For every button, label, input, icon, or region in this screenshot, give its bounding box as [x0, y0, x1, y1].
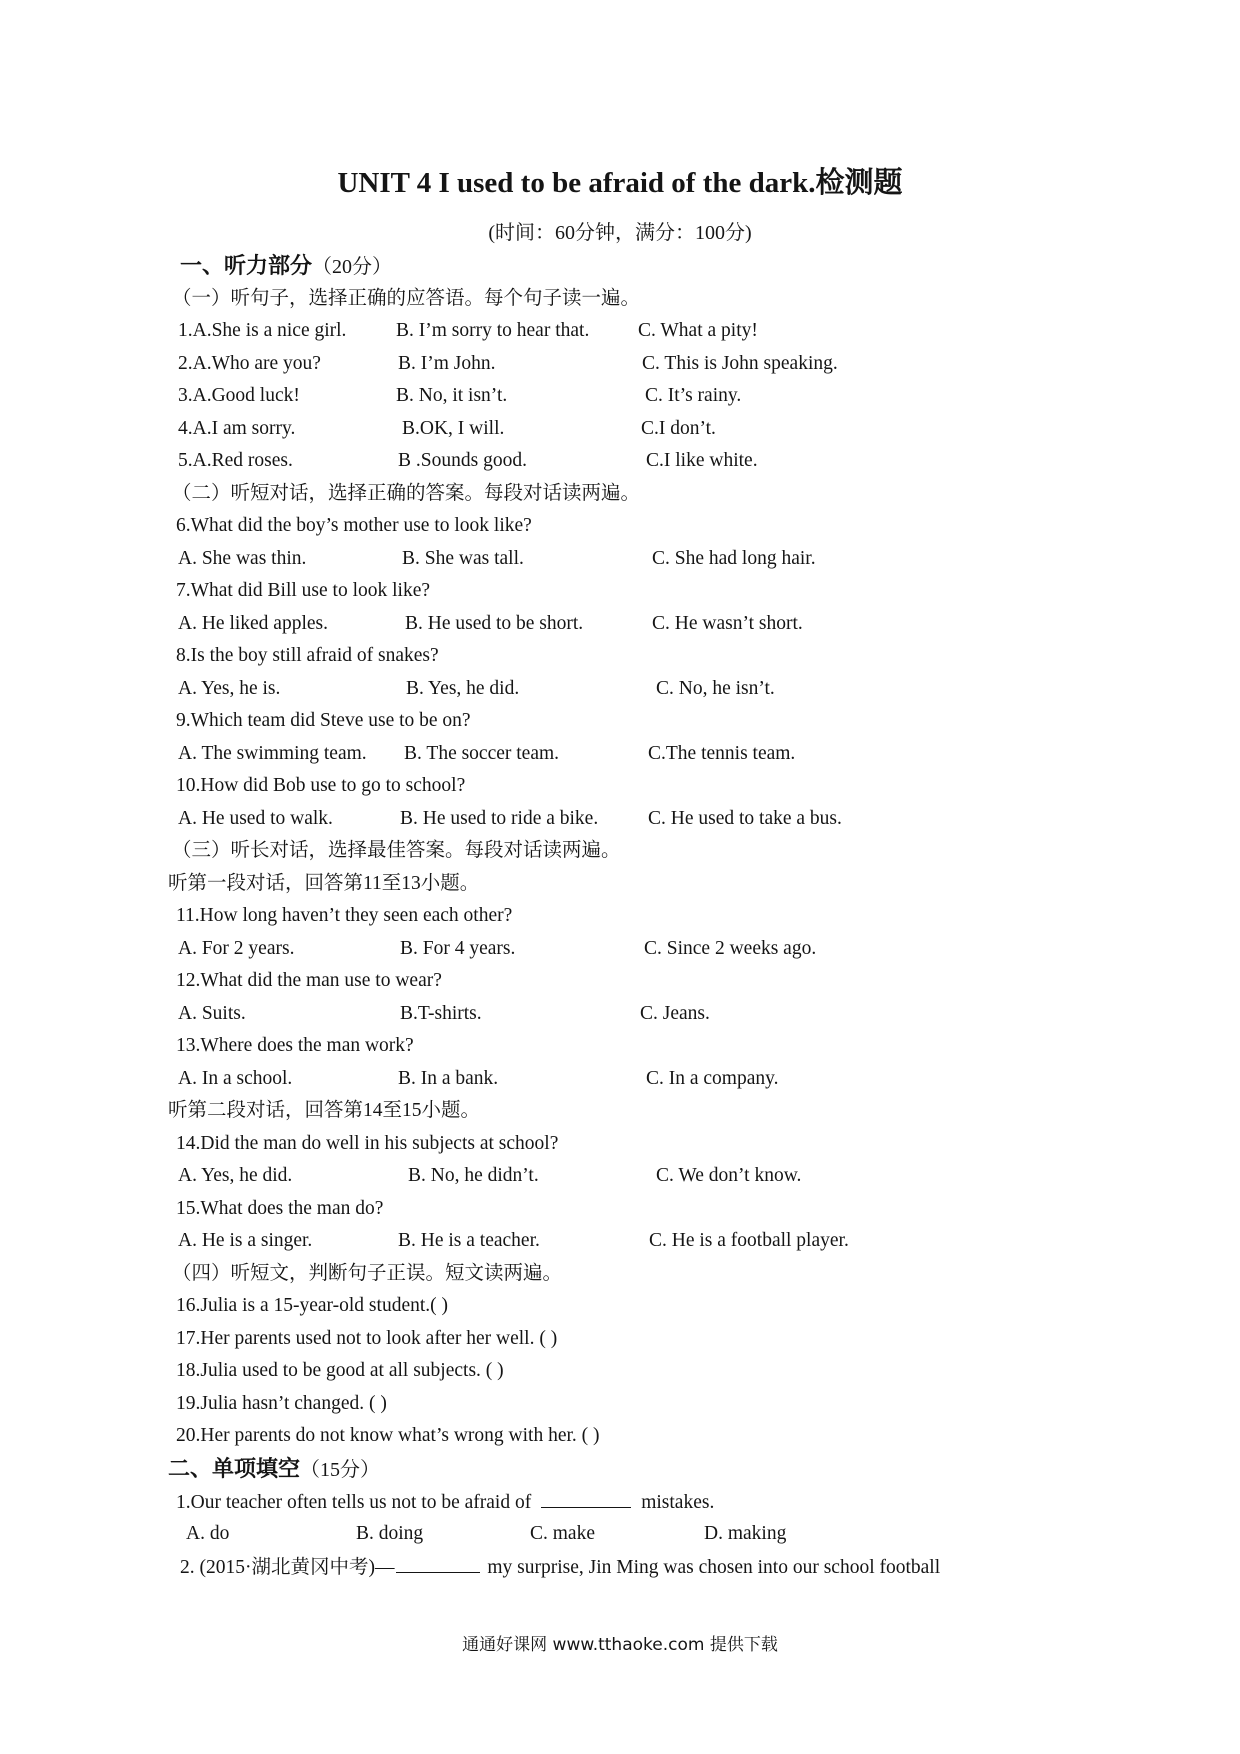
question-row — [0, 380, 1240, 413]
option-a: 5.A.Red roses. — [178, 450, 293, 471]
option-c: C. He is a football player. — [649, 1230, 849, 1251]
option-c: C. What a pity! — [638, 320, 758, 341]
option-b: B. She was tall. — [402, 547, 524, 569]
option-b: B. In a bank. — [398, 1067, 499, 1089]
question-row — [0, 738, 1240, 771]
option-b: B. The soccer team. — [404, 742, 560, 764]
option-b: B. doing — [356, 1522, 424, 1544]
question-row — [0, 445, 1240, 478]
option-c: C. Jeans. — [640, 1002, 710, 1024]
option-a: 1.A.She is a nice girl. — [178, 320, 347, 341]
question-row — [0, 998, 1240, 1031]
question-stem: 7.What did Bill use to look like? — [176, 580, 431, 601]
option-a: 2.A.Who are you? — [178, 352, 321, 374]
dialog-1-instruction: 听第一段对话，回答第11至13小题。 — [168, 872, 480, 894]
option-c: C. It’s rainy. — [645, 385, 742, 406]
question-stem: 14.Did the man do well in his subjects at school? — [176, 1132, 559, 1154]
question-stem: 15.What does the man do? — [176, 1197, 384, 1219]
option-c: C.The tennis team. — [648, 742, 796, 764]
exam-info: (时间：60分钟，满分：100分) — [488, 222, 752, 244]
option-c: C. No, he isn’t. — [656, 677, 775, 699]
option-b: B .Sounds good. — [398, 450, 527, 471]
option-a: A. She was thin. — [178, 547, 307, 569]
option-a: 4.A.I am sorry. — [178, 417, 296, 439]
option-a: A. Yes, he is. — [178, 677, 281, 699]
question-row — [0, 673, 1240, 706]
question-stem: 11.How long haven’t they seen each other? — [176, 905, 513, 926]
option-b: B. For 4 years. — [400, 937, 516, 959]
question-stem: 9.Which team did Steve use to be on? — [176, 710, 471, 731]
judgement-item: 18.Julia used to be good at all subjects. ( ) — [176, 1360, 504, 1381]
answer-blank — [541, 1485, 631, 1508]
answer-blank — [396, 1550, 480, 1573]
option-c: C. In a company. — [646, 1067, 779, 1089]
option-b: B. He used to ride a bike. — [400, 807, 599, 829]
option-b: B.OK, I will. — [402, 417, 505, 439]
option-a: A. He liked apples. — [178, 612, 329, 634]
option-b: B. No, it isn’t. — [396, 385, 508, 406]
judgement-item: 19.Julia hasn’t changed. ( ) — [176, 1392, 387, 1414]
option-c: C. We don’t know. — [656, 1165, 802, 1186]
dialog-2-instruction: 听第二段对话，回答第14至15小题。 — [168, 1100, 481, 1121]
option-a: A. The swimming team. — [178, 742, 367, 764]
question-stem: 13.Where does the man work? — [176, 1035, 414, 1056]
option-a: A. In a school. — [178, 1067, 293, 1089]
option-c: C. He wasn’t short. — [652, 612, 803, 634]
option-a: A. For 2 years. — [178, 937, 295, 959]
question-row — [0, 1160, 1240, 1193]
question-stem: 10.How did Bob use to go to school? — [176, 775, 466, 796]
question-row — [0, 413, 1240, 446]
option-c: C. This is John speaking. — [642, 352, 838, 374]
page-title: UNIT 4 I used to be afraid of the dark.检测题 — [337, 167, 903, 199]
option-a: A. do — [186, 1522, 230, 1544]
subsection-1-instruction: （一）听句子，选择正确的应答语。每个句子读一遍。 — [172, 287, 641, 309]
option-d: D. making — [704, 1522, 787, 1544]
exam-content — [0, 250, 1240, 1583]
option-a: 3.A.Good luck! — [178, 385, 300, 406]
section-heading-single-choice — [0, 1453, 1240, 1486]
option-b: B. He is a teacher. — [398, 1230, 540, 1251]
question-row — [0, 1225, 1240, 1258]
section-title: 一、听力部分 — [180, 253, 313, 278]
question-stem: 12.What did the man use to wear? — [176, 970, 442, 991]
option-a: A. Yes, he did. — [178, 1165, 293, 1186]
judgement-item: 17.Her parents used not to look after her well. ( ) — [176, 1327, 558, 1349]
question-row — [0, 348, 1240, 381]
question-stem: 2. (2015·湖北黄冈中考)— my surprise, Jin Ming was chosen into our school football — [0, 1550, 1240, 1583]
option-b: B. Yes, he did. — [406, 677, 520, 699]
option-c: C.I don’t. — [641, 417, 716, 439]
section-heading-listening — [0, 250, 1240, 283]
option-c: C. He used to take a bus. — [648, 807, 842, 829]
option-a: A. He is a singer. — [178, 1230, 313, 1251]
question-stem: 8.Is the boy still afraid of snakes? — [176, 645, 439, 666]
question-row — [0, 933, 1240, 966]
judgement-item: 16.Julia is a 15-year-old student.( ) — [176, 1295, 449, 1316]
page-footer: 通通好课网 www.tthaoke.com 提供下载 — [462, 1635, 778, 1655]
judgement-item: 20.Her parents do not know what’s wrong with her. ( ) — [176, 1425, 600, 1446]
option-a: A. He used to walk. — [178, 807, 333, 829]
subsection-3-instruction: （三）听长对话，选择最佳答案。每段对话读两遍。 — [172, 840, 621, 861]
option-c: C. She had long hair. — [652, 547, 816, 569]
question-row — [0, 1518, 1240, 1551]
section-points: （15分） — [300, 1458, 381, 1481]
option-c: C.I like white. — [646, 450, 758, 471]
question-stem: 6.What did the boy’s mother use to look like? — [176, 515, 532, 536]
option-a: A. Suits. — [178, 1002, 246, 1024]
question-row — [0, 1063, 1240, 1096]
question-row — [0, 315, 1240, 348]
option-b: B. He used to be short. — [405, 612, 584, 634]
subsection-4-instruction: （四）听短文，判断句子正误。短文读两遍。 — [172, 1262, 563, 1284]
option-b: B. No, he didn’t. — [408, 1165, 539, 1186]
option-c: C. make — [530, 1522, 595, 1544]
section-title: 二、单项填空 — [168, 1455, 301, 1481]
question-row — [0, 608, 1240, 641]
subsection-2-instruction: （二）听短对话，选择正确的答案。每段对话读两遍。 — [172, 482, 641, 504]
option-b: B. I’m sorry to hear that. — [396, 320, 590, 341]
question-row — [0, 803, 1240, 836]
question-row — [0, 543, 1240, 576]
option-b: B. I’m John. — [398, 352, 496, 374]
section-points: （20分） — [312, 256, 393, 278]
question-stem: 1.Our teacher often tells us not to be afraid of mistakes. — [0, 1485, 1240, 1518]
option-c: C. Since 2 weeks ago. — [644, 937, 817, 959]
option-b: B.T-shirts. — [400, 1002, 482, 1024]
